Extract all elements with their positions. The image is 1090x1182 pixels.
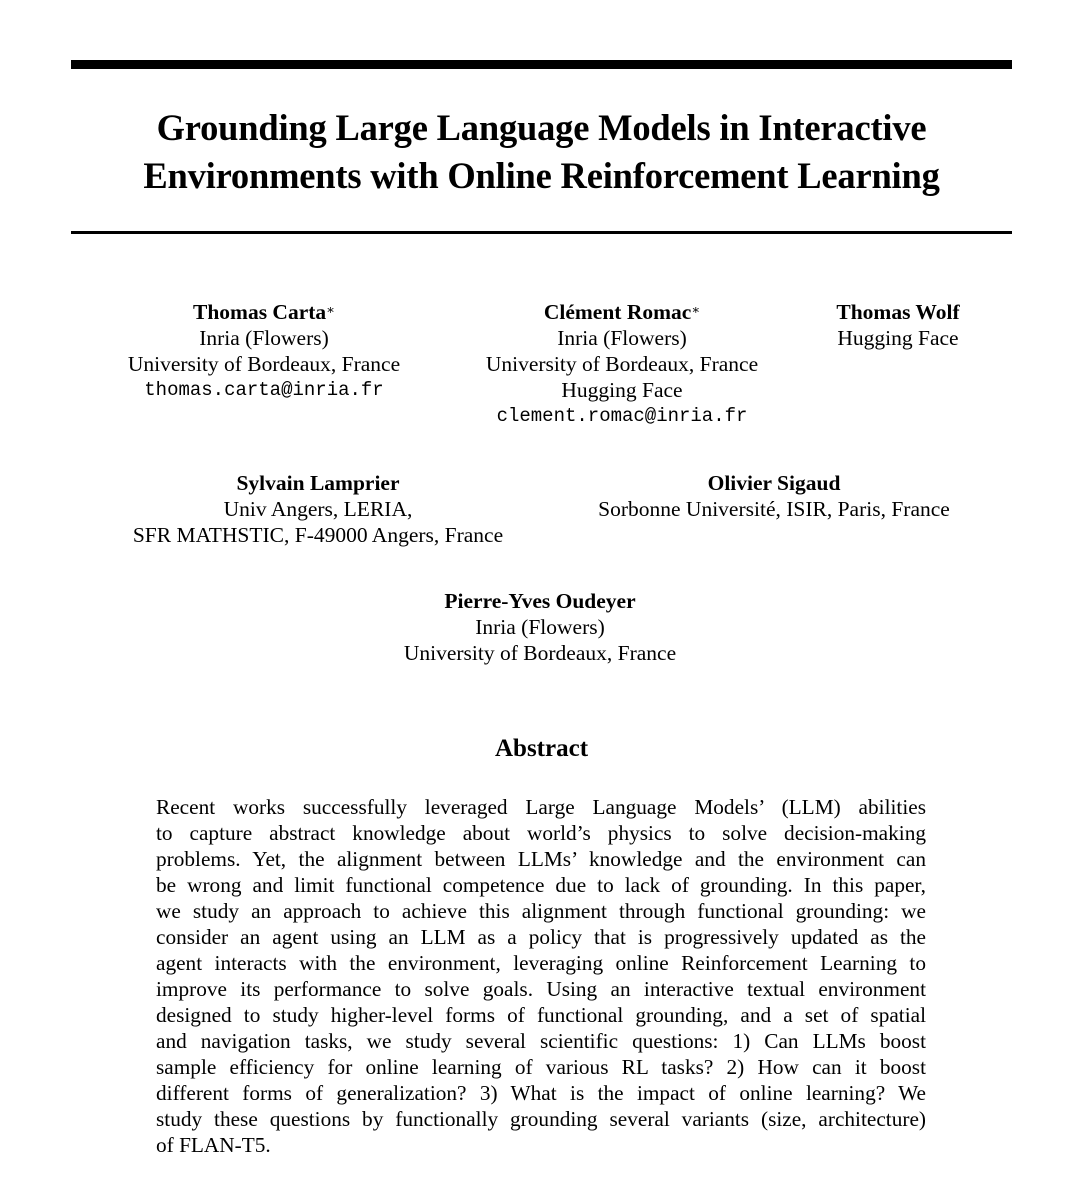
abstract-line: improve its performance to solve goals. Using an interactive textual environment [156,977,926,1001]
author-affiliation: University of Bordeaux, France [485,352,759,376]
author-affiliation: University of Bordeaux, France [127,352,401,376]
paper-title-line-2: Environments with Online Reinforcement Learning [143,155,940,196]
author-block-thomas-carta [104,299,424,403]
author-affiliation: Inria (Flowers) [475,615,605,639]
author-block-pierre-yves-oudeyer [370,588,710,666]
abstract-line: consider an agent using an LLM as a policy that is progressively updated as the [156,925,926,949]
abstract-line: we study an approach to achieve this alignment through functional grounding: we [156,899,926,923]
paper-title-line-1: Grounding Large Language Models in Interactive [156,107,927,148]
abstract-line: of FLAN-T5. [156,1133,271,1157]
author-affiliation: Hugging Face [837,326,959,350]
title-top-rule [71,60,1012,69]
author-name: Olivier Sigaud [707,471,841,495]
author-block-clement-romac [462,299,782,429]
author-affiliation: Univ Angers, LERIA, [223,497,413,521]
abstract-line: be wrong and limit functional competence due to lack of grounding. In this paper, [156,873,926,897]
author-name: Thomas Wolf [836,300,960,324]
abstract-line: to capture abstract knowledge about world’s physics to solve decision-making [156,821,926,845]
author-affiliation: SFR MATHSTIC, F-49000 Angers, France [132,523,504,547]
author-name: Clément Romac∗ [543,300,701,324]
paper-title [71,104,1012,200]
abstract-line: sample efficiency for online learning of various RL tasks? 2) How can it boost [156,1055,926,1079]
author-block-sylvain-lamprier [108,470,528,548]
equal-contribution-mark: ∗ [691,302,701,317]
author-email[interactable]: clement.romac@inria.fr [496,405,748,427]
author-email[interactable]: thomas.carta@inria.fr [144,379,384,401]
author-block-thomas-wolf [808,299,988,351]
title-bottom-rule [71,231,1012,234]
author-block-olivier-sigaud [574,470,974,522]
abstract-heading: Abstract [494,735,589,762]
abstract-line: problems. Yet, the alignment between LLMs’ knowledge and the environment can [156,847,926,871]
equal-contribution-mark: ∗ [326,302,336,317]
author-affiliation: Hugging Face [561,378,683,402]
abstract-line: and navigation tasks, we study several scientific questions: 1) Can LLMs boost [156,1029,926,1053]
author-affiliation: Inria (Flowers) [557,326,687,350]
abstract-body [156,794,926,1158]
author-name: Sylvain Lamprier [236,471,400,495]
author-affiliation: University of Bordeaux, France [403,641,677,665]
author-affiliation: Sorbonne Université, ISIR, Paris, France [598,497,950,521]
author-name: Thomas Carta∗ [192,300,336,324]
abstract-line: different forms of generalization? 3) What is the impact of online learning? We [156,1081,926,1105]
abstract-line: study these questions by functionally grounding several variants (size, architecture) [156,1107,926,1131]
abstract-line: designed to study higher-level forms of functional grounding, and a set of spatial [156,1003,926,1027]
author-name: Pierre-Yves Oudeyer [444,589,636,613]
author-affiliation: Inria (Flowers) [199,326,329,350]
abstract-line: Recent works successfully leveraged Large Language Models’ (LLM) abilities [156,795,926,819]
abstract-line: agent interacts with the environment, leveraging online Reinforcement Learning to [156,951,926,975]
